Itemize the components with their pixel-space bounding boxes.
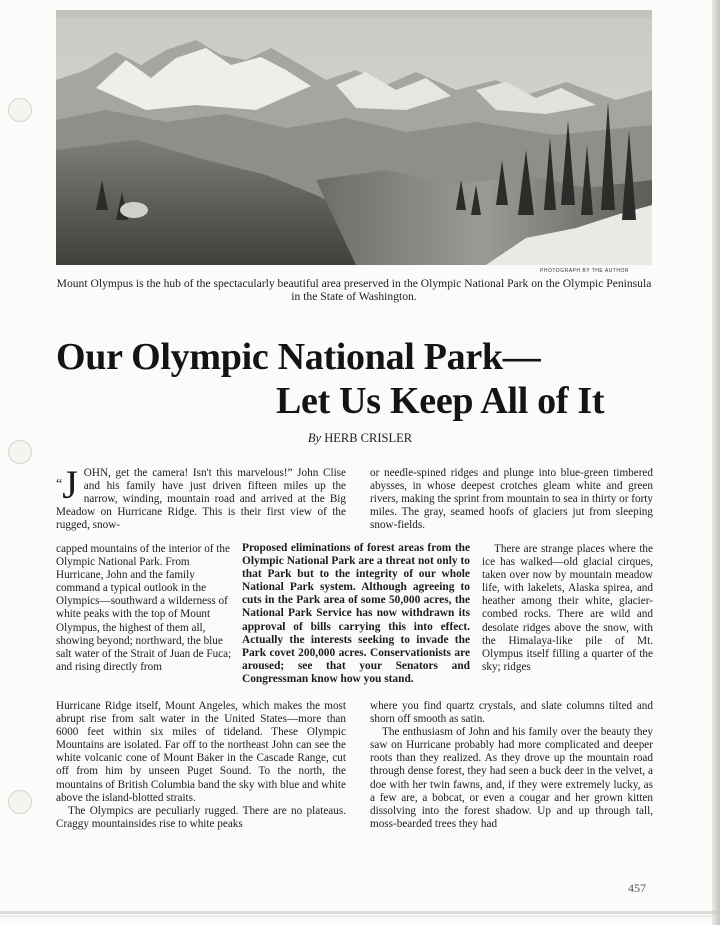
column-2-bottom bbox=[370, 700, 653, 831]
paragraph-1-start: OHN, get the camera! Isn't this marvelous!” John Clise and his family have just driven fifteen miles up the narrow, winding, mountain road and arrived at the Big Meadow on Hurricane Ridge. This is their first view of the rugged, snow- bbox=[56, 467, 346, 532]
photo-credit: PHOTOGRAPH BY THE AUTHOR bbox=[540, 268, 629, 274]
paragraph-1-middle: capped mountains of the interior of the Olympic National Park. From Hurricane, John and the family command a typical outlook in the Olympics—southward a wilderness of white peaks with the top of Mount Olympus, the highest of them all, showing beyond; northward, the blue salt water of the Strait of Juan de Fuca; and rising directly from bbox=[56, 543, 232, 673]
page-edge-shadow bbox=[712, 0, 720, 925]
punch-hole-top bbox=[8, 98, 32, 122]
byline bbox=[0, 431, 720, 446]
column-2-narrow bbox=[482, 543, 653, 674]
column-1-bottom bbox=[56, 700, 346, 831]
byline-prefix: By bbox=[307, 431, 322, 445]
paragraph-1-end: Hurricane Ridge itself, Mount Angeles, which makes the most abrupt rise from salt water in the United States—more than 6000 feet within six miles of tideland. These Olympic Mountains are isolated. Far off to the northeast John can see the white volcanic cone of Mount Baker in the Cascade Range, cut off from him by unseen Puget Sound. To the north, the mountains of British Columbia band the sky with blue and white above the island-blotted straits. bbox=[56, 700, 346, 804]
paragraph-2-continued: or needle-spined ridges and plunge into blue-green timbered abysses, in whose deepest crotches gleam white and green rivers, making the sprint from mountain to sea in thirty or forty miles. The gray, seamed hoofs of glaciers jut from sleeping snow-fields. bbox=[370, 467, 653, 532]
paragraph-3-start: There are strange places where the ice has walked—old glacial cirques, taken over now by mountain meadow life, with lakelets, Alaska spirea, and heather among their white, glacier-combed rocks. There are wild and desolate ridges above the snow, with the Himalaya-like pile of Mt. Olympus itself filling a quarter of the sky; ridges bbox=[482, 543, 653, 673]
photo-caption: Mount Olympus is the hub of the spectacularly beautiful area preserved in the Olympic National Park on the Olympic Peninsula in the State of Washington. bbox=[56, 277, 652, 303]
drop-cap bbox=[56, 462, 78, 507]
headline-line-1: Our Olympic National Park— bbox=[56, 336, 541, 378]
headline-line-2: Let Us Keep All of It bbox=[276, 380, 605, 422]
author-name: HERB CRISLER bbox=[324, 431, 413, 445]
column-1-top bbox=[56, 462, 346, 532]
scan-noise-strip bbox=[0, 906, 720, 920]
page-number: 457 bbox=[628, 881, 646, 895]
paragraph-2: The Olympics are peculiarly rugged. There are no plateaus. Craggy mountainsides rise to white peaks bbox=[56, 804, 346, 830]
column-1-narrow bbox=[56, 543, 232, 674]
punch-hole-bottom bbox=[8, 790, 32, 814]
drop-cap-letter: J bbox=[62, 462, 78, 507]
paragraph-3-end: where you find quartz crystals, and slate columns tilted and shorn off smooth as satin. bbox=[370, 700, 653, 726]
mountain-photograph bbox=[56, 10, 652, 265]
open-quote: “ bbox=[56, 477, 63, 492]
paragraph-4: The enthusiasm of John and his family over the beauty they saw on Hurricane probably had more complicated and deeper roots than they realized. As they drove up the mountain road through dense forest, they had seen a buck deer in the velvet, a doe with her twin fawns, and, if they were extremely lucky, as a few are, a bobcat, or even a cougar and her grown kitten dissolving into the forest shadow. Up and up through tall, moss-bearded trees they had bbox=[370, 726, 653, 830]
conservation-notice: Proposed eliminations of forest areas from the Olympic National Park are a threat not only to that Park but to the integrity of our whole National Park system. Although agreeing to cuts in the Park area of some 50,000 acres, the National Park Service has now withdrawn its approval of bills carrying this into effect. Actually the interests seeking to invade the Park covet 200,000 acres. Conservationists are aroused; see that your Senators and Congressman know how you stand. bbox=[242, 542, 470, 685]
column-2-top bbox=[370, 467, 653, 532]
